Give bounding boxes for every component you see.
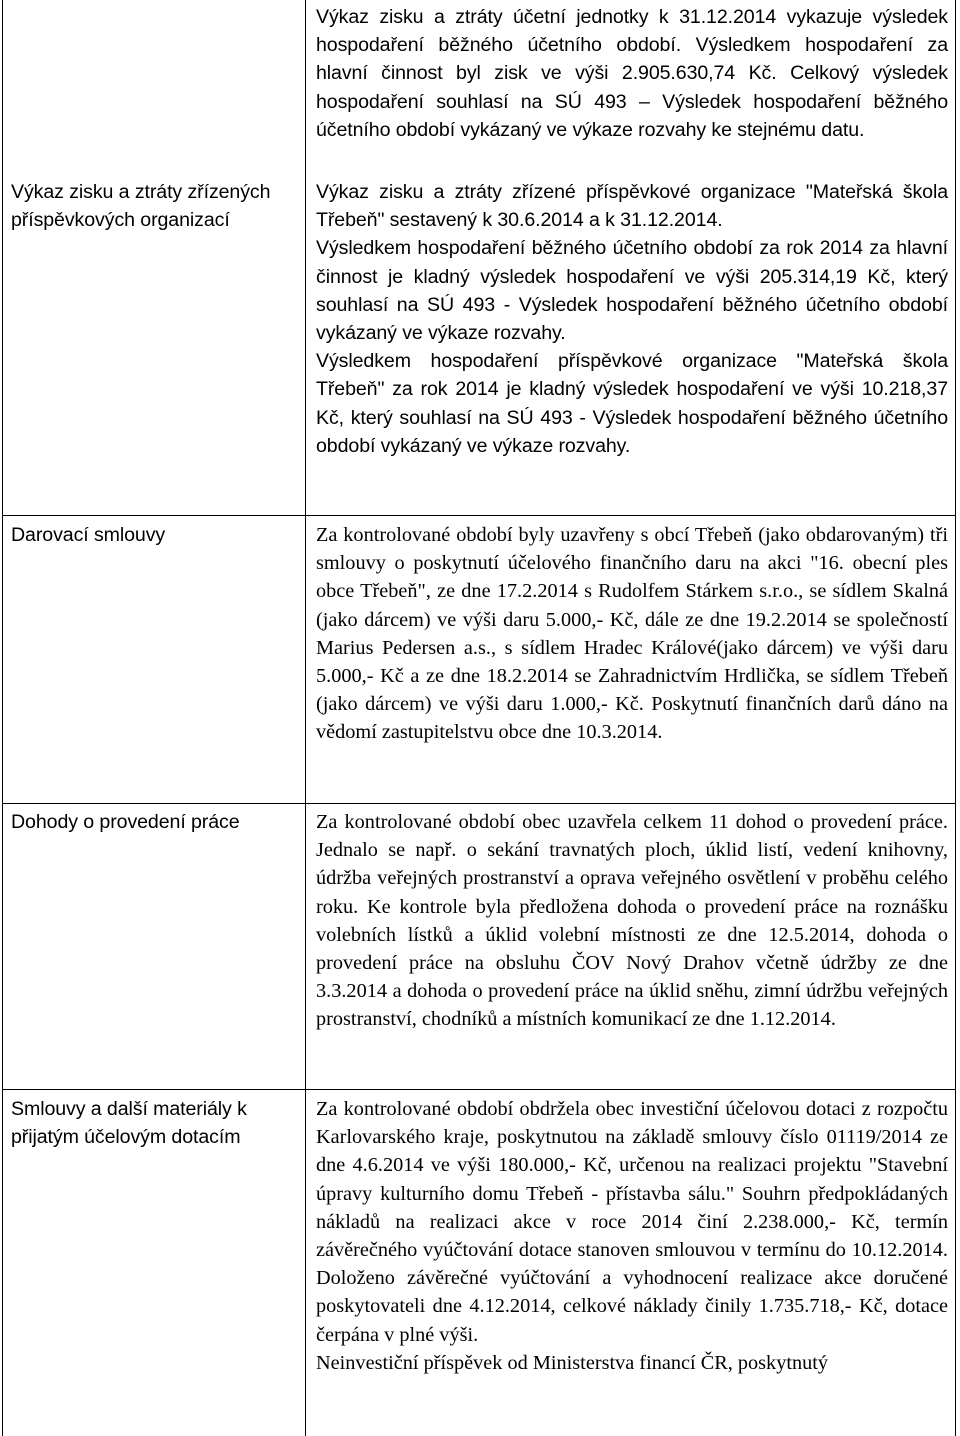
row-5-paragraph-1: Za kontrolované období obdržela obec investiční účelovou dotaci z rozpočtu Karlovarského kraje, poskytnutou na základě smlouvy číslo 01119/2014 ze dne 4.6.2014 ve výši 180.000,- Kč, určenou na realizaci projektu "Stavební úpravy kulturního domu Třebeň - přístavba sálu." Souhrn předpokládaných nákladů na realizaci akce v roce 2014 činí 2.238.000,- Kč, termín závěrečného vyúčtování dotace stanoven smlouvou v termínu do 10.12.2014. Doloženo závěrečné vyúčtování a vyhodnocení realizace akce doručené poskytovateli dne 4.12.2014, celkové náklady činily 1.735.718,- Kč, dotace čerpána v plné výši. (316, 1098, 948, 1346)
row-divider (2, 515, 956, 516)
row-5-paragraph-2: Neinvestiční příspěvek od Ministerstva financí ČR, poskytnutý (316, 1351, 829, 1374)
table-row (316, 808, 948, 1034)
table-row (316, 521, 948, 747)
table-row (316, 178, 948, 460)
row-label-darovaci-smlouvy: Darovací smlouvy (11, 524, 166, 546)
row-3-paragraph-1: Za kontrolované období byly uzavřeny s obcí Třebeň (jako obdarovaným) tři smlouvy o poskytnutí účelového finančního daru na akci "16. obecní ples obce Třebeň", ze dne 17.2.2014 s Rudolfem Stárkem s.r.o., se sídlem Skalná (jako dárcem) ve výši daru 5.000,- Kč, dále ze dne 19.2.2014 se společností Marius Pedersen a.s., s sídlem Hradec Králové(jako dárcem) ve výši daru 5.000,- Kč a ze dne 18.2.2014 se Zahradnictvím Hrdlička, se sídlem Třebeň (jako dárcem) ve výši daru 1.000,- Kč. Poskytnutí finančních darů dáno na vědomí zastupitelstvu obce dne 10.3.2014. (316, 524, 948, 744)
table-column-divider (305, 0, 306, 1436)
row-4-paragraph-1: Za kontrolované období obec uzavřela celkem 11 dohod o provedení práce. Jednalo se např. o sekání travnatých ploch, úklid listí, vedení knihovny, údržba veřejných prostranství a oprava veřejného osvětlení v proběhu celého roku. Ke kontrole byla předložena dohoda o provedení práce na roznášku volebních lístků a úklid volební místnosti ze dne 12.5.2014, dohoda o provedení práce na obsluhu ČOV Nový Drahov včetně údržby ze dne 3.3.2014 a dohoda o provedení práce na úklid sněhu, zimní údržbu veřejných prostranství, chodníků a místních komunikací ze dne 1.12.2014. (316, 811, 948, 1031)
row-label-dohody: Dohody o provedení práce (11, 811, 240, 833)
row-2-paragraph-3: Výsledkem hospodaření příspěvkové organizace "Mateřská škola Třebeň" za rok 2014 je kladný výsledek hospodaření ve výši 10.218,37 Kč, který souhlasí na SÚ 493 - Výsledek hospodaření běžného účetního období vykázaný ve výkaze rozvahy. (316, 350, 948, 457)
table-border-left (2, 0, 3, 1436)
document-page (2, 0, 956, 1436)
table-row (316, 3, 948, 144)
row-1-paragraph-1: Výkaz zisku a ztráty účetní jednotky k 31.12.2014 vykazuje výsledek hospodaření běžného účetního období. Výsledkem hospodaření za hlavní činnost byl zisk ve výši 2.905.630,74 Kč. Celkový výsledek hospodaření souhlasí na SÚ 493 – Výsledek hospodaření běžného účetního období vykázaný ve výkaze rozvahy ke stejnému datu. (316, 6, 948, 141)
table-border-right (955, 0, 956, 1436)
row-label-vykaz-zisku-po: Výkaz zisku a ztráty zřízených příspěvkových organizací (11, 181, 271, 232)
row-divider (2, 803, 956, 804)
row-divider (2, 1089, 956, 1090)
table-row (316, 1095, 948, 1377)
row-label-smlouvy-dotace: Smlouvy a další materiály k přijatým účelovým dotacím (11, 1098, 247, 1149)
row-2-paragraph-1: Výkaz zisku a ztráty zřízené příspěvkové organizace "Mateřská škola Třebeň" sestavený k 30.6.2014 a k 31.12.2014. (316, 181, 948, 232)
row-2-paragraph-2: Výsledkem hospodaření běžného účetního období za rok 2014 za hlavní činnost je kladný výsledek hospodaření ve výši 205.314,19 Kč, který souhlasí na SÚ 493 - Výsledek hospodaření běžného účetního období vykázaný ve výkaze rozvahy. (316, 237, 948, 345)
